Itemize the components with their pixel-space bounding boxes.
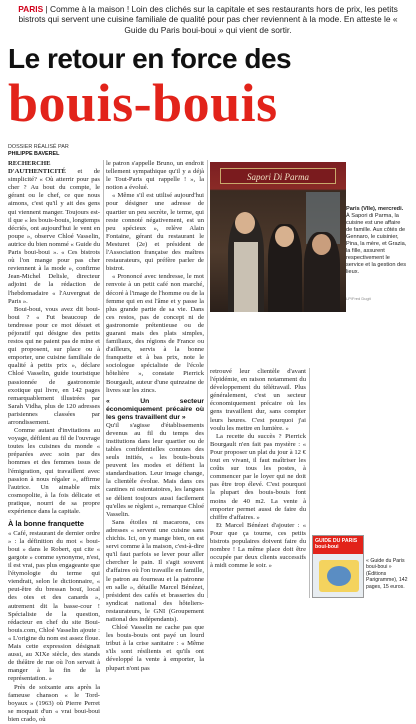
- column-paragraph: Sans étoiles ni macarons, ces adresses « servent une cuisine sans chichis. Ici, on y mange bien, on est servi comme à la maison, c'est-à-dire qu'il faut parfois se lever pour aller chercher le pain. Il s'agit souvent d'affaires où l'on travaille en famille, le patron au fourneau et la patronne en salle », détaille Marcel Bénézet, président des cafés et brasseries du syndicat national des hôteliers-restaurateurs, le GNI (Groupement national des indépendants).: [106, 518, 204, 623]
- photo-credit: LP/Fred Dugit: [346, 296, 371, 301]
- byline-label: DOSSIER RÉALISÉ PAR: [8, 144, 69, 150]
- subheading: « Un secteur économiquement précaire où les gens travaillent dur »: [106, 397, 204, 421]
- photo-caption: [346, 206, 408, 276]
- guide-book-cover: [312, 535, 364, 598]
- byline-author: PHILIPPE BAVEREL: [8, 150, 60, 157]
- article-column-2: [106, 160, 204, 672]
- headline-line1: Le retour en force des: [8, 43, 292, 74]
- person-head: [235, 212, 255, 234]
- caption-lead: Paris (VIIe), mercredi.: [346, 206, 404, 212]
- byline: [8, 144, 96, 157]
- lead-heading: RECHERCHE D'AUTHENTICITÉ: [8, 160, 66, 176]
- column-paragraph: le patron s'appelle Bruno, un endroit tellement sympathique qu'il y a déjà le Tout-Paris qui rappelle ! », la notion a évolué.: [106, 160, 204, 192]
- column-paragraph: Et Marcel Bénézet d'ajouter : « Pour que ça tourne, ces petits bistrots populaires doivent faire du nombre ! La même place doit être occupée par deux clients successifs à midi comme le soir. »: [210, 521, 306, 570]
- person-head: [312, 234, 331, 255]
- column-paragraph: retrouvé leur clientèle d'avant l'épidémie, en raison notamment du développement du télétravail. Plus généralement, c'est un secteur économiquement précaire où les gens travaillent dur, sans compter leurs heures. C'est pourquoi j'ai voulu les mettre en lumière. »: [210, 368, 306, 432]
- column-divider: [207, 160, 208, 598]
- article-column-3: [210, 368, 306, 598]
- guide-caption: « Guide du Paris boui-boui » (Éditions Parigramme), 142 pages, 15 euros.: [366, 558, 408, 590]
- column-divider: [309, 368, 310, 598]
- column-paragraph: Qu'il s'agisse d'établissements devenus au fil du temps des institutions dans leur quartier ou de tables confidentielles connues des seuls initiés, « les bouis-bouis peuvent les modes et défient la standardisation. Leur image change, la clientèle évolue. Mais dans ces cantines ni ostentatoires, les langues se délient toujours aussi facilement qu'elles se règlent », remarque Chloé Vasselin.: [106, 421, 204, 518]
- column-paragraph: Chloé Vasselin ne cache pas que les bouis-bouis ont payé un lourd tribut à la crise sanitaire : « Même s'ils sont résilients et qu'ils ont développé la vente à emporter, la plupart n'ont pas: [106, 624, 204, 672]
- person-head: [275, 226, 294, 247]
- restaurant-sign: Sapori Di Parma: [220, 168, 336, 184]
- intro-text: | Comme à la maison ! Loin des clichés sur la capitale et ses restaurants hors de prix, les petits bistrots qui servent une cuisine familiale de qualité pour pas cher reviennent à la mode. En atteste le « Guide du Paris boui-boui » qui vient de sortir.: [18, 4, 398, 35]
- section-kicker: PARIS: [18, 4, 44, 14]
- restaurant-photo: [210, 162, 346, 312]
- paragraph-text: et de simplicité? « Où atterrir pour pas cher ? Au bout du compte, le gérant ou le chef, ce que nous aimons, c'est qu'il y ait des gens qui viennent manger. Toujours est-il que « les bouis-bouis, longtemps décriés, ont aujourd'hui le vent en poupe », observe Chloé Vasselin, autrice du bien nommé « Guide du Paris boui-boui ». « Ces bistrots où l'on mange pour pas cher reviennent à la mode », confirme Jean-Michel Delisle, directeur adjoint de la rédaction de l'hebdomadaire « l'Auvergnat de Paris ».: [8, 168, 100, 305]
- apron-shape: [234, 242, 258, 312]
- column-paragraph: [8, 160, 100, 306]
- intro: [8, 4, 408, 35]
- column-paragraph: Boui-boui, vous avez dit boui-boui ? « Fut beaucoup de tendresse pour ce mot désuet et péjoratif qui désigne des petits restos qui ne paient pas de mine et qui proposent, sur place ou à emporter, une cuisine familiale de qualité à petits prix », déclare Chloé Vasselin, guide touristique passionnée de gastronomie exotique qui livre, en 142 pages remarquablement illustrées par Sarah Vidha, plus de 120 adresses parisiennes classées par arrondissement.: [8, 305, 100, 426]
- column-paragraph: « Café, restaurant de dernier ordre » : la définition du mot « boui-boui » dans le Robert, qui cite « gargote » comme synonyme, n'est, il est vrai, pas plus engageante que l'étymologie du terme qui viendrait, selon le dictionnaire, « peut-être du bressan bouï, local des oies et des canards », autrement dit la basse-cour ! Spécialiste de la question, rédacteur en chef du site Boui-bouis.com, Chloé Vasselin ajoute : « L'origine du nom est assez floue. Mais cette expression désignait aussi, au XIXe siècle, des stands de théâtre de rue où l'on servait à manger à la fin de la représentation. »: [8, 529, 100, 683]
- column-paragraph: La recette du succès ? Pierrick Bourgault n'en fait pas mystère : « Pour proposer un plat du jour à 12 € tout en vivant, il faut maîtriser les coûts sur tous les postes, à commencer par le loyer qui ne doit pas être trop élevé. C'est pourquoi la plupart des bouis-bouis font moins de 40 m2. La vente à emporter permet aussi de faire du chiffre d'affaires. »: [210, 432, 306, 521]
- guide-title: GUIDE DU PARIS boui-boui: [315, 538, 358, 550]
- cover-illustration-detail: [327, 566, 351, 586]
- column-paragraph: « Même s'il est utilisé aujourd'hui pour désigner une adresse de quartier un peu secrète, le terme, qui reste connoté négativement, est un peu spécieux », relève Alain Fontaine, gérant du restaurant le Mesturet (2e) et président de l'Association française des maîtres restaurateurs, qui préfère parler de bistrot.: [106, 192, 204, 273]
- article-column-1: [8, 160, 100, 723]
- headline-line2: bouis-bouis: [8, 73, 278, 133]
- article-column-4: [312, 368, 408, 528]
- column-paragraph: « Prononcé avec tendresse, le mot renvoie à un petit café non marché, décoré à l'image de l'homme ou de la femme qui en est l'âme et y passe la plus grande partie de sa vie. Dans ces restos, pas de concept ni de gastronomie prétentieuse ou de guarani mais des plats simples, familiaux, des régions de France ou d'ailleurs, servis à la bonne franquette et à bas prix, note le sociologue spécialiste de l'école hôtelière », constate Pierrick Bourgault, auteur d'une quinzaine de livres sur les zincs.: [106, 273, 204, 394]
- column-paragraph: Comme autant d'invitations au voyage, défilent au fil de l'ouvrage toutes les cuisines du monde « préparées avec soin par des hommes et des femmes issus de l'émigration, qui travaillent avec passion à nous régaler », affirme l'autrice. Un aimable mix cosmopolite, à la fois délicate et pratique, nourri de sa propre expérience dans la capitale.: [8, 427, 100, 516]
- column-divider: [103, 160, 104, 598]
- subheading: À la bonne franquette: [8, 519, 84, 529]
- column-paragraph: Près de soixante ans après la fameuse chanson « le Tord-boyaux » (1963) où Pierre Perret se moquait d'un « vrai boui-boui bien crado, où: [8, 683, 100, 723]
- caption-text: À Sapori di Parma, la cuisine est une affaire de famille. Aux côtés de Gennaro, le cuisinier, Pina, la mère, et Grazia, la fille, assurent respectivement le service et la gestion des lieux.: [346, 213, 407, 275]
